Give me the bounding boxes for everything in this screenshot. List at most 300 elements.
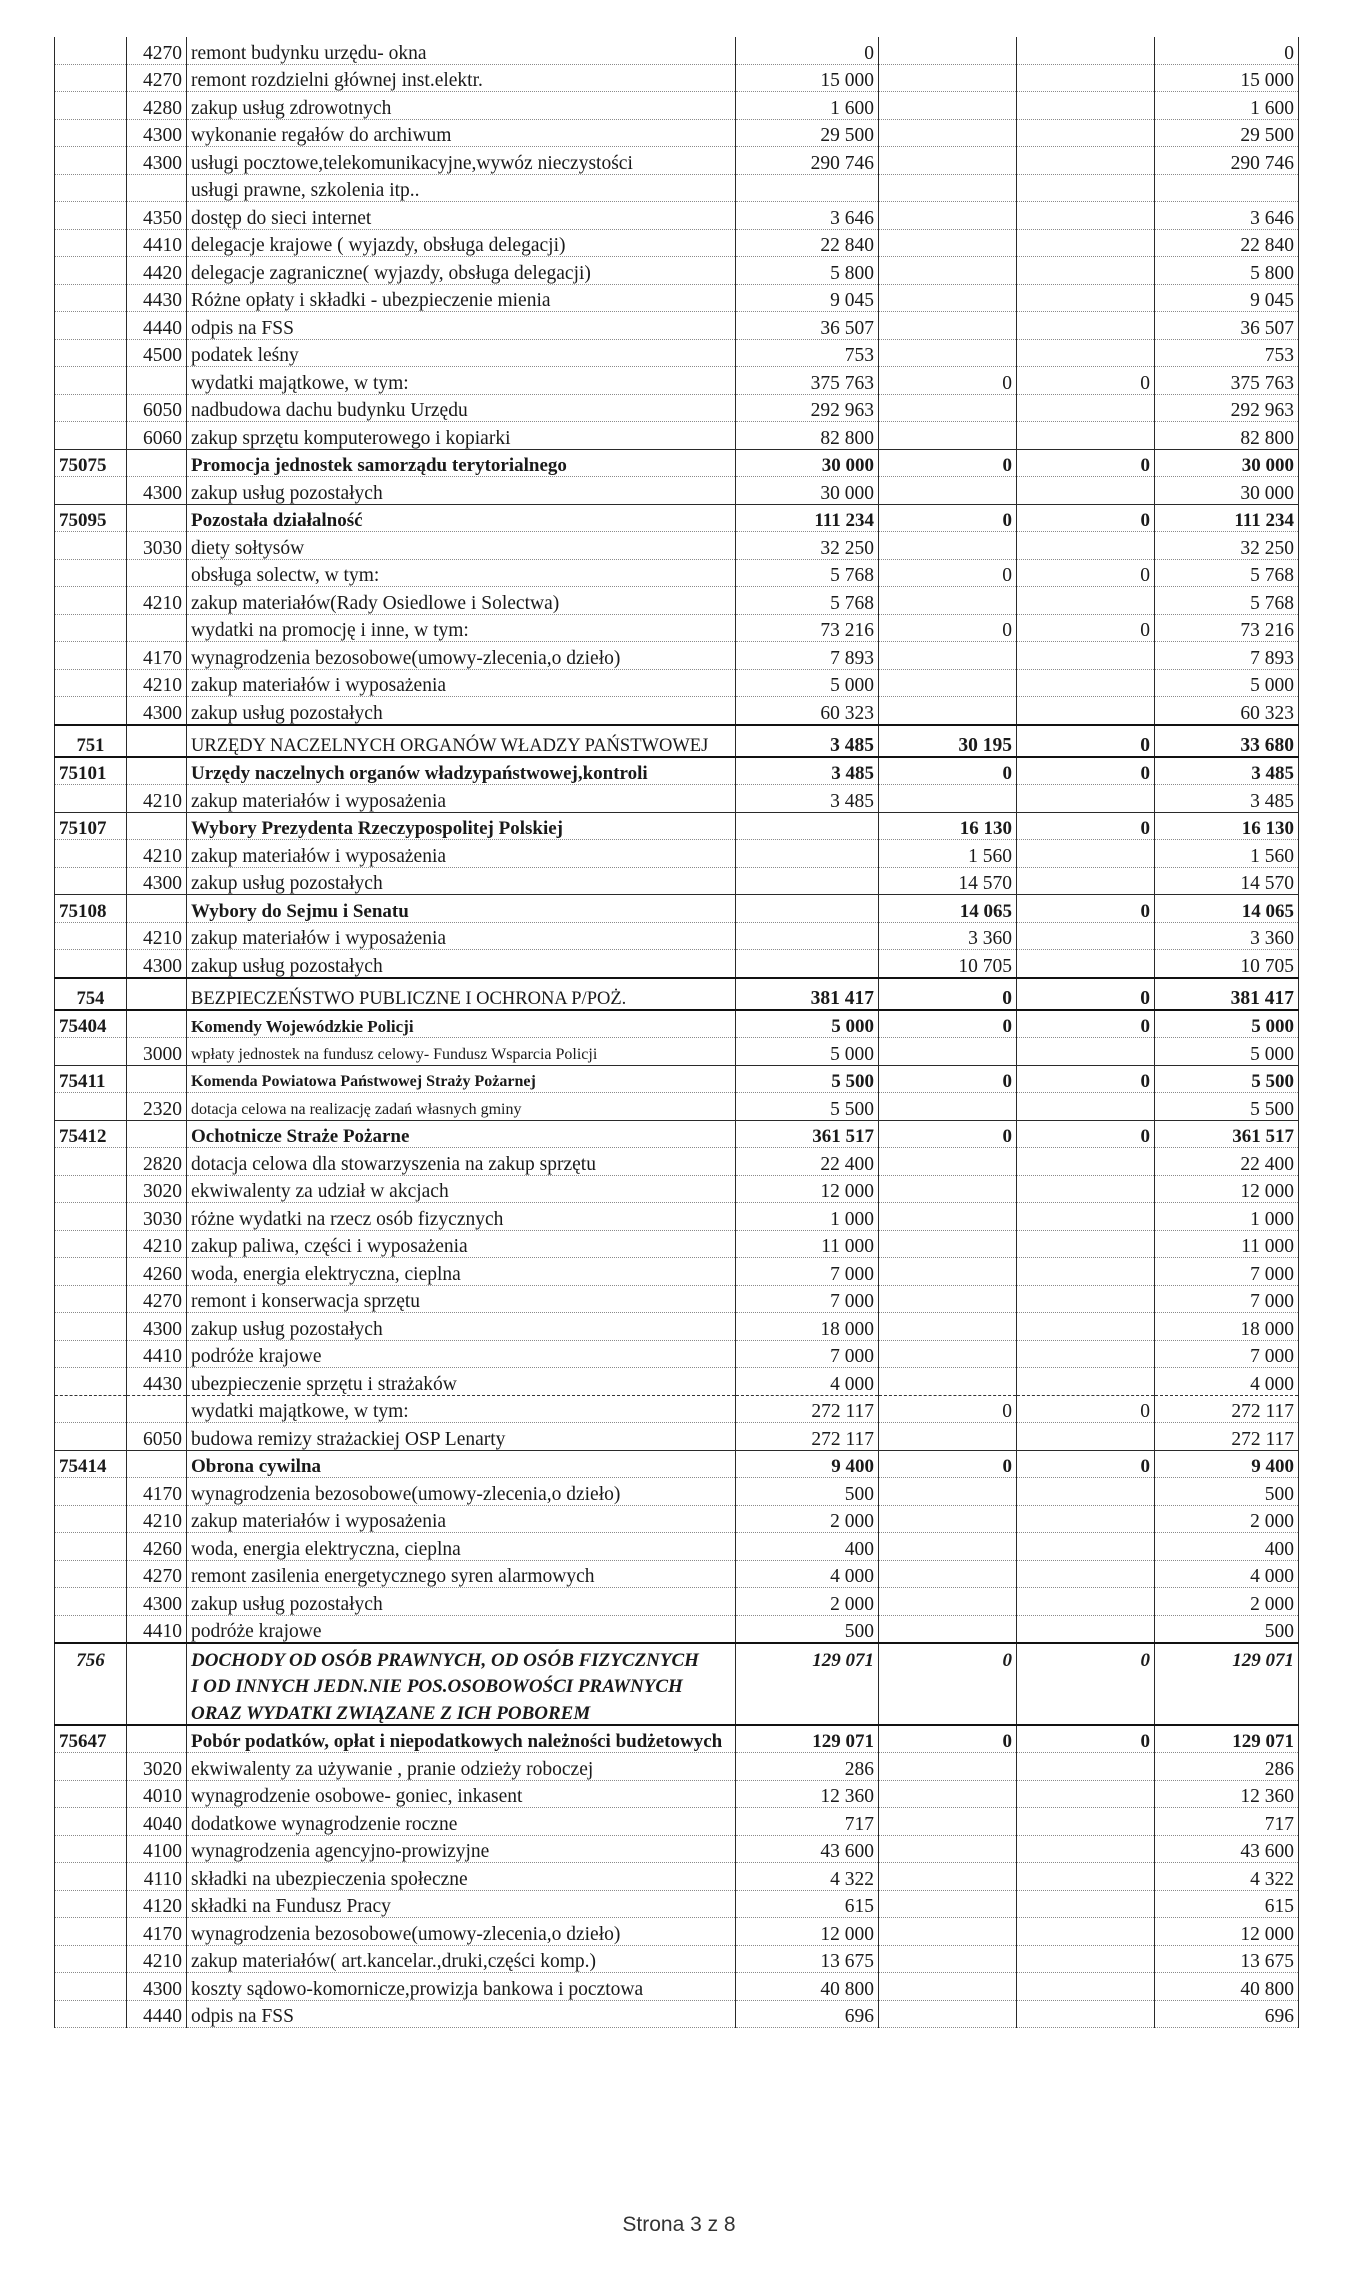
paragraph-code: 4300	[127, 867, 187, 895]
amount-col-3	[1017, 840, 1155, 868]
item-description: zakup usług pozostałych	[187, 867, 736, 895]
paragraph-code: 4210	[127, 785, 187, 813]
amount-col-3: 0	[1017, 449, 1155, 477]
amount-col-1: 22 400	[736, 1148, 879, 1176]
amount-col-3	[1017, 1423, 1155, 1451]
amount-col-3	[1017, 587, 1155, 615]
amount-total: 73 216	[1155, 614, 1299, 642]
item-description: woda, energia elektryczna, cieplna	[187, 1258, 736, 1286]
paragraph-row	[55, 1808, 1299, 1836]
item-description: obsługa solectw, w tym:	[187, 559, 736, 587]
subchapter-code	[55, 119, 127, 147]
subchapter-code	[55, 37, 127, 64]
amount-total: 753	[1155, 339, 1299, 367]
paragraph-row	[55, 587, 1299, 615]
amount-total: 4 322	[1155, 1863, 1299, 1891]
paragraph-code: 4350	[127, 202, 187, 230]
amount-total: 5 000	[1155, 669, 1299, 697]
amount-total: 381 417	[1155, 978, 1299, 1010]
paragraph-row	[55, 1423, 1299, 1451]
amount-col-2	[879, 1671, 1017, 1698]
amount-col-1: 4 000	[736, 1368, 879, 1396]
amount-col-2: 10 705	[879, 950, 1017, 978]
amount-col-2	[879, 1478, 1017, 1506]
subchapter-code	[55, 1533, 127, 1561]
subchapter-code	[55, 1505, 127, 1533]
amount-col-1: 13 675	[736, 1945, 879, 1973]
paragraph-row	[55, 339, 1299, 367]
amount-col-3: 0	[1017, 1725, 1155, 1753]
item-description: URZĘDY NACZELNYCH ORGANÓW WŁADZY PAŃSTWOWEJ	[187, 725, 736, 757]
amount-col-2	[879, 1835, 1017, 1863]
subchapter-code	[55, 532, 127, 560]
amount-col-1: 7 000	[736, 1258, 879, 1286]
paragraph-code: 4500	[127, 339, 187, 367]
item-description: podróże krajowe	[187, 1615, 736, 1643]
amount-col-1: 7 000	[736, 1285, 879, 1313]
amount-col-2	[879, 1890, 1017, 1918]
item-description: usługi pocztowe,telekomunikacyjne,wywóz nieczystości	[187, 147, 736, 175]
amount-total: 18 000	[1155, 1313, 1299, 1341]
subchapter-code	[55, 1175, 127, 1203]
paragraph-code	[127, 367, 187, 395]
paragraph-row	[55, 394, 1299, 422]
amount-col-3	[1017, 669, 1155, 697]
chapter-code	[55, 1671, 127, 1698]
amount-col-1: 22 840	[736, 229, 879, 257]
amount-col-1: 82 800	[736, 422, 879, 450]
paragraph-code: 4300	[127, 1973, 187, 2001]
paragraph-code: 4120	[127, 1890, 187, 1918]
item-description: Wybory do Sejmu i Senatu	[187, 895, 736, 923]
subchapter-code	[55, 1313, 127, 1341]
amount-col-3	[1017, 532, 1155, 560]
paragraph-code: 4270	[127, 37, 187, 64]
paragraph-code: 4300	[127, 950, 187, 978]
amount-col-2: 0	[879, 1725, 1017, 1753]
subchapter-code	[55, 559, 127, 587]
amount-col-1: 43 600	[736, 1835, 879, 1863]
subchapter-code	[55, 174, 127, 202]
amount-col-2	[879, 92, 1017, 120]
amount-col-3	[1017, 312, 1155, 340]
item-description: odpis na FSS	[187, 2000, 736, 2028]
paragraph-code: 4170	[127, 1478, 187, 1506]
paragraph-row	[55, 1505, 1299, 1533]
amount-col-1: 5 768	[736, 559, 879, 587]
chapter-row	[55, 725, 1299, 757]
item-description: Urzędy naczelnych organów władzypaństwowej,kontroli	[187, 757, 736, 785]
subchapter-code	[55, 1835, 127, 1863]
item-description: koszty sądowo-komornicze,prowizja bankowa i pocztowa	[187, 1973, 736, 2001]
amount-total: 30 000	[1155, 477, 1299, 505]
chapter-title-continuation	[55, 1671, 1299, 1698]
paragraph-code: 4210	[127, 1505, 187, 1533]
budget-table-body	[55, 37, 1299, 2028]
paragraph-code: 4210	[127, 1230, 187, 1258]
amount-total: 82 800	[1155, 422, 1299, 450]
amount-col-3	[1017, 1203, 1155, 1231]
paragraph-row	[55, 1313, 1299, 1341]
paragraph-code: 2820	[127, 1148, 187, 1176]
item-description: remont budynku urzędu- okna	[187, 37, 736, 64]
paragraph-code	[127, 174, 187, 202]
amount-col-3	[1017, 147, 1155, 175]
subchapter-code	[55, 950, 127, 978]
amount-total: 14 065	[1155, 895, 1299, 923]
amount-col-1	[736, 1671, 879, 1698]
paragraph-code: 4300	[127, 1588, 187, 1616]
amount-col-3: 0	[1017, 978, 1155, 1010]
amount-col-1	[736, 812, 879, 840]
item-description: remont zasilenia energetycznego syren alarmowych	[187, 1560, 736, 1588]
amount-col-2	[879, 1285, 1017, 1313]
item-description: wydatki majątkowe, w tym:	[187, 367, 736, 395]
amount-col-1: 286	[736, 1753, 879, 1781]
chapter-code	[55, 1697, 127, 1725]
subchapter-code	[55, 1340, 127, 1368]
amount-col-1: 717	[736, 1808, 879, 1836]
amount-col-1: 696	[736, 2000, 879, 2028]
amount-col-2	[879, 1148, 1017, 1176]
paragraph-row	[55, 840, 1299, 868]
subchapter-code	[55, 1808, 127, 1836]
amount-total: 30 000	[1155, 449, 1299, 477]
amount-col-2: 16 130	[879, 812, 1017, 840]
amount-col-3	[1017, 922, 1155, 950]
item-description: Promocja jednostek samorządu terytorialnego	[187, 449, 736, 477]
paragraph-row	[55, 257, 1299, 285]
amount-col-2: 0	[879, 1065, 1017, 1093]
chapter-code: 756	[55, 1643, 127, 1671]
paragraph-code	[127, 559, 187, 587]
amount-col-1: 400	[736, 1533, 879, 1561]
item-description: Pobór podatków, opłat i niepodatkowych należności budżetowych	[187, 1725, 736, 1753]
amount-col-2	[879, 1533, 1017, 1561]
amount-col-3	[1017, 174, 1155, 202]
amount-col-1	[736, 1697, 879, 1725]
amount-col-2	[879, 642, 1017, 670]
subchapter-row	[55, 812, 1299, 840]
paragraph-code: 6050	[127, 394, 187, 422]
subchapter-code: 75095	[55, 504, 127, 532]
amount-col-2	[879, 1093, 1017, 1121]
item-description: nadbudowa dachu budynku Urzędu	[187, 394, 736, 422]
amount-total: 5 500	[1155, 1093, 1299, 1121]
subchapter-code	[55, 1863, 127, 1891]
amount-total: 9 045	[1155, 284, 1299, 312]
subchapter-code	[55, 257, 127, 285]
subchapter-code	[55, 1093, 127, 1121]
subchapter-code	[55, 1230, 127, 1258]
amount-col-3	[1017, 2000, 1155, 2028]
subchapter-code	[55, 284, 127, 312]
subchapter-code	[55, 367, 127, 395]
amount-col-2	[879, 1615, 1017, 1643]
amount-col-3	[1017, 1835, 1155, 1863]
paragraph-row	[55, 1230, 1299, 1258]
paragraph-row	[55, 867, 1299, 895]
item-description: diety sołtysów	[187, 532, 736, 560]
subchapter-row	[55, 1120, 1299, 1148]
amount-col-3	[1017, 1671, 1155, 1698]
paragraph-code	[127, 1065, 187, 1093]
amount-total: 5 500	[1155, 1065, 1299, 1093]
amount-col-3	[1017, 1478, 1155, 1506]
paragraph-row	[55, 1285, 1299, 1313]
amount-total: 3 360	[1155, 922, 1299, 950]
amount-col-1: 15 000	[736, 64, 879, 92]
amount-col-1: 1 000	[736, 1203, 879, 1231]
paragraph-row	[55, 422, 1299, 450]
item-description: zakup materiałów i wyposażenia	[187, 669, 736, 697]
paragraph-row	[55, 1615, 1299, 1643]
item-description: ORAZ WYDATKI ZWIĄZANE Z ICH POBOREM	[187, 1697, 736, 1725]
paragraph-code	[127, 1010, 187, 1038]
paragraph-row	[55, 1588, 1299, 1616]
amount-col-1: 4 000	[736, 1560, 879, 1588]
amount-col-2: 3 360	[879, 922, 1017, 950]
subchapter-code	[55, 587, 127, 615]
item-description: wydatki majątkowe, w tym:	[187, 1395, 736, 1423]
amount-col-2: 0	[879, 978, 1017, 1010]
paragraph-code: 3030	[127, 532, 187, 560]
amount-col-1: 753	[736, 339, 879, 367]
amount-col-2	[879, 1340, 1017, 1368]
amount-col-1: 12 360	[736, 1780, 879, 1808]
amount-col-2	[879, 669, 1017, 697]
amount-col-3	[1017, 1148, 1155, 1176]
item-description: zakup usług pozostałych	[187, 950, 736, 978]
amount-col-1: 4 322	[736, 1863, 879, 1891]
item-description: składki na Fundusz Pracy	[187, 1890, 736, 1918]
amount-col-1: 3 485	[736, 785, 879, 813]
amount-col-1: 292 963	[736, 394, 879, 422]
paragraph-row	[55, 785, 1299, 813]
subchapter-code: 75412	[55, 1120, 127, 1148]
amount-col-1: 111 234	[736, 504, 879, 532]
item-description: wynagrodzenia agencyjno-prowizyjne	[187, 1835, 736, 1863]
item-description: zakup materiałów i wyposażenia	[187, 840, 736, 868]
amount-col-3	[1017, 642, 1155, 670]
amount-total: 717	[1155, 1808, 1299, 1836]
amount-col-3	[1017, 1230, 1155, 1258]
amount-total: 60 323	[1155, 697, 1299, 725]
paragraph-code: 4300	[127, 1313, 187, 1341]
item-description: wynagrodzenia bezosobowe(umowy-zlecenia,o dzieło)	[187, 1478, 736, 1506]
amount-col-1: 73 216	[736, 614, 879, 642]
subchapter-code	[55, 1890, 127, 1918]
amount-col-2	[879, 202, 1017, 230]
amount-col-1: 60 323	[736, 697, 879, 725]
paragraph-code: 4210	[127, 922, 187, 950]
paragraph-code: 4210	[127, 1945, 187, 1973]
paragraph-row	[55, 119, 1299, 147]
subchapter-code	[55, 1973, 127, 2001]
amount-col-2	[879, 1753, 1017, 1781]
amount-col-2	[879, 1780, 1017, 1808]
paragraph-code: 4410	[127, 1340, 187, 1368]
amount-col-1: 7 000	[736, 1340, 879, 1368]
amount-col-2	[879, 2000, 1017, 2028]
amount-total: 696	[1155, 2000, 1299, 2028]
amount-col-1: 5 000	[736, 669, 879, 697]
amount-total: 29 500	[1155, 119, 1299, 147]
amount-col-3	[1017, 1505, 1155, 1533]
chapter-row	[55, 1643, 1299, 1671]
amount-col-2	[879, 64, 1017, 92]
amount-col-2	[879, 422, 1017, 450]
item-description: dostęp do sieci internet	[187, 202, 736, 230]
amount-col-1: 30 000	[736, 477, 879, 505]
paragraph-row	[55, 284, 1299, 312]
paragraph-code: 4010	[127, 1780, 187, 1808]
amount-col-3	[1017, 1753, 1155, 1781]
amount-col-1: 7 893	[736, 642, 879, 670]
paragraph-code: 4210	[127, 669, 187, 697]
amount-col-2	[879, 1945, 1017, 1973]
amount-total: 16 130	[1155, 812, 1299, 840]
paragraph-code: 4040	[127, 1808, 187, 1836]
amount-total: 5 000	[1155, 1010, 1299, 1038]
amount-col-1: 5 768	[736, 587, 879, 615]
paragraph-code	[127, 449, 187, 477]
amount-col-2: 1 560	[879, 840, 1017, 868]
paragraph-code: 3030	[127, 1203, 187, 1231]
paragraph-code	[127, 812, 187, 840]
amount-col-3	[1017, 339, 1155, 367]
amount-total: 4 000	[1155, 1368, 1299, 1396]
item-description: zakup usług pozostałych	[187, 1588, 736, 1616]
amount-total: 615	[1155, 1890, 1299, 1918]
amount-col-3	[1017, 64, 1155, 92]
amount-total: 1 600	[1155, 92, 1299, 120]
amount-col-3: 0	[1017, 1395, 1155, 1423]
amount-col-2	[879, 1588, 1017, 1616]
item-description: zakup usług pozostałych	[187, 697, 736, 725]
amount-total: 2 000	[1155, 1505, 1299, 1533]
paragraph-code: 4210	[127, 587, 187, 615]
amount-col-1: 272 117	[736, 1423, 879, 1451]
subchapter-code	[55, 422, 127, 450]
subchapter-code	[55, 1285, 127, 1313]
amount-col-2: 0	[879, 449, 1017, 477]
paragraph-code: 4410	[127, 1615, 187, 1643]
subchapter-code	[55, 2000, 127, 2028]
amount-col-1: 12 000	[736, 1918, 879, 1946]
subchapter-code	[127, 1697, 187, 1725]
amount-col-3	[1017, 1285, 1155, 1313]
paragraph-row	[55, 92, 1299, 120]
paragraph-code: 4300	[127, 697, 187, 725]
subchapter-code	[55, 1780, 127, 1808]
paragraph-row	[55, 1945, 1299, 1973]
amount-col-1: 381 417	[736, 978, 879, 1010]
subchapter-code	[127, 1643, 187, 1671]
paragraph-row	[55, 147, 1299, 175]
subchapter-code	[127, 725, 187, 757]
amount-col-1: 11 000	[736, 1230, 879, 1258]
paragraph-code	[127, 895, 187, 923]
paragraph-row	[55, 1148, 1299, 1176]
amount-total: 0	[1155, 37, 1299, 64]
amount-col-1	[736, 174, 879, 202]
paragraph-row	[55, 1918, 1299, 1946]
amount-col-3	[1017, 1808, 1155, 1836]
subchapter-code	[55, 1038, 127, 1066]
amount-total: 272 117	[1155, 1423, 1299, 1451]
amount-col-2: 14 065	[879, 895, 1017, 923]
item-description: budowa remizy strażackiej OSP Lenarty	[187, 1423, 736, 1451]
amount-col-1: 500	[736, 1478, 879, 1506]
amount-total: 7 000	[1155, 1285, 1299, 1313]
amount-col-2	[879, 1697, 1017, 1725]
chapter-row	[55, 978, 1299, 1010]
amount-col-2: 0	[879, 1010, 1017, 1038]
amount-col-1: 36 507	[736, 312, 879, 340]
paragraph-row	[55, 64, 1299, 92]
amount-total: 10 705	[1155, 950, 1299, 978]
subchapter-code	[55, 669, 127, 697]
paragraph-code: 4440	[127, 2000, 187, 2028]
paragraph-code	[127, 1395, 187, 1423]
paragraph-code: 4440	[127, 312, 187, 340]
amount-col-1: 12 000	[736, 1175, 879, 1203]
subchapter-code	[55, 697, 127, 725]
amount-col-3	[1017, 1038, 1155, 1066]
item-description: podatek leśny	[187, 339, 736, 367]
subchapter-row	[55, 1725, 1299, 1753]
paragraph-code: 3020	[127, 1753, 187, 1781]
paragraph-code: 4270	[127, 1285, 187, 1313]
amount-total: 2 000	[1155, 1588, 1299, 1616]
amount-total: 5 768	[1155, 559, 1299, 587]
amount-col-3	[1017, 1697, 1155, 1725]
item-description: wynagrodzenia bezosobowe(umowy-zlecenia,o dzieło)	[187, 1918, 736, 1946]
item-description: ubezpieczenie sprzętu i strażaków	[187, 1368, 736, 1396]
amount-col-2: 0	[879, 1120, 1017, 1148]
amount-col-3	[1017, 1313, 1155, 1341]
paragraph-code	[127, 757, 187, 785]
item-description: Różne opłaty i składki - ubezpieczenie mienia	[187, 284, 736, 312]
amount-total: 3 646	[1155, 202, 1299, 230]
amount-col-3	[1017, 1340, 1155, 1368]
subchapter-code: 75075	[55, 449, 127, 477]
item-description: dodatkowe wynagrodzenie roczne	[187, 1808, 736, 1836]
item-description: Komenda Powiatowa Państwowej Straży Pożarnej	[187, 1065, 736, 1093]
amount-total: 361 517	[1155, 1120, 1299, 1148]
amount-col-3: 0	[1017, 895, 1155, 923]
item-description: BEZPIECZEŃSTWO PUBLICZNE I OCHRONA P/POŻ.	[187, 978, 736, 1010]
paragraph-code: 4300	[127, 119, 187, 147]
subchapter-code	[55, 147, 127, 175]
amount-col-1: 32 250	[736, 532, 879, 560]
subchapter-code	[55, 1148, 127, 1176]
paragraph-row	[55, 1780, 1299, 1808]
subchapter-code	[55, 64, 127, 92]
amount-total: 12 000	[1155, 1175, 1299, 1203]
subchapter-code	[55, 312, 127, 340]
item-description: zakup materiałów(Rady Osiedlowe i Solectwa)	[187, 587, 736, 615]
amount-total: 33 680	[1155, 725, 1299, 757]
item-description: wydatki na promocję i inne, w tym:	[187, 614, 736, 642]
amount-col-3: 0	[1017, 1450, 1155, 1478]
amount-col-2	[879, 697, 1017, 725]
amount-col-3: 0	[1017, 504, 1155, 532]
amount-col-2: 0	[879, 1395, 1017, 1423]
subchapter-code	[55, 1945, 127, 1973]
amount-col-1: 129 071	[736, 1725, 879, 1753]
